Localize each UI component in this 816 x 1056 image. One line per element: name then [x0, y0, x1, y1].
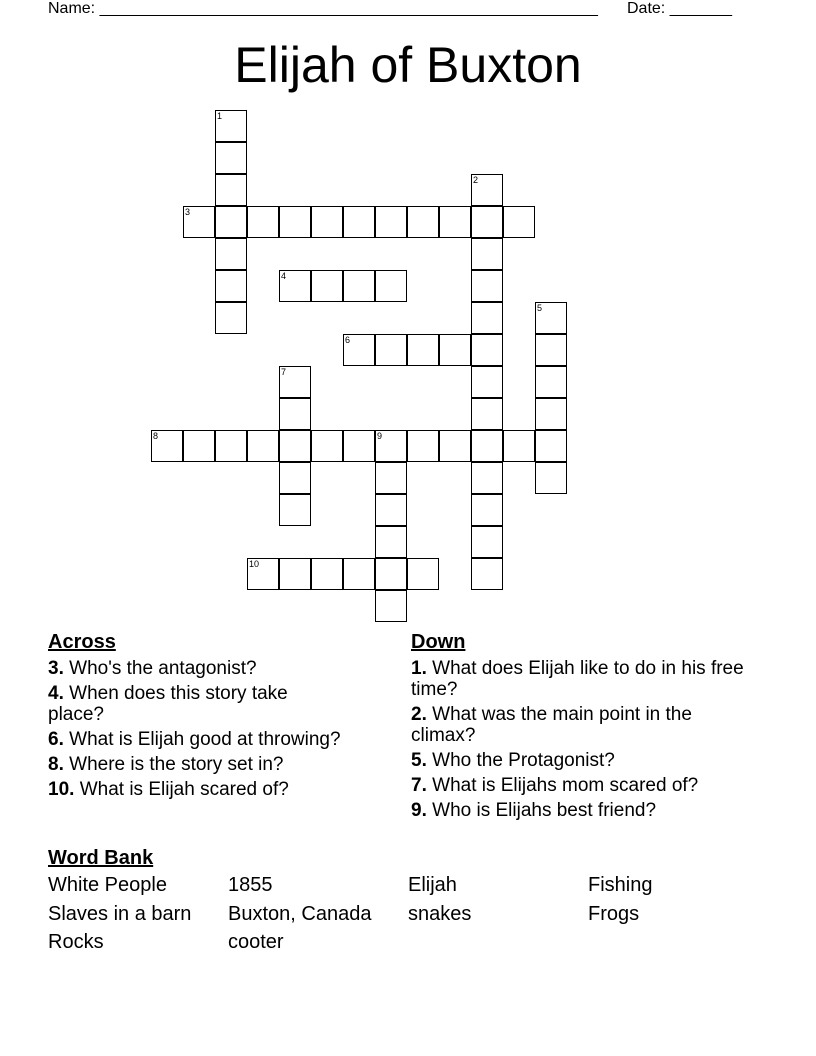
crossword-cell[interactable]	[215, 174, 247, 206]
word-bank-heading: Word Bank	[48, 847, 154, 869]
down-heading: Down	[411, 631, 466, 653]
crossword-cell[interactable]	[471, 174, 503, 206]
clue-number: 1.	[411, 658, 427, 679]
crossword-cell[interactable]	[375, 590, 407, 622]
crossword-cell[interactable]	[279, 366, 311, 398]
word-bank-item: cooter	[228, 931, 284, 953]
crossword-cell[interactable]	[375, 206, 407, 238]
crossword-cell[interactable]	[215, 302, 247, 334]
crossword-cell[interactable]	[471, 494, 503, 526]
crossword-cell[interactable]	[439, 206, 471, 238]
word-bank-item: Elijah	[408, 874, 457, 896]
clue-item	[48, 683, 348, 725]
crossword-cell[interactable]	[215, 430, 247, 462]
crossword-cell[interactable]	[535, 462, 567, 494]
crossword-cell[interactable]	[503, 430, 535, 462]
crossword-cell[interactable]	[247, 430, 279, 462]
crossword-cell[interactable]	[407, 206, 439, 238]
clue-text: What does Elijah like to do in his free time?	[411, 658, 744, 700]
crossword-cell[interactable]	[407, 558, 439, 590]
crossword-cell[interactable]	[471, 526, 503, 558]
word-bank-item: Rocks	[48, 931, 104, 953]
word-bank-item: Buxton, Canada	[228, 902, 372, 925]
clue-item	[411, 704, 751, 746]
cell-number: 9	[377, 431, 383, 441]
clue-number: 7.	[411, 775, 427, 796]
crossword-cell[interactable]	[247, 558, 279, 590]
cell-number: 7	[281, 367, 287, 377]
crossword-cell[interactable]	[215, 142, 247, 174]
clue-text: Who the Protagonist?	[426, 750, 615, 771]
crossword-cell[interactable]	[343, 270, 375, 302]
crossword-cell[interactable]	[183, 206, 215, 238]
word-bank-item: 1855	[228, 874, 273, 896]
cell-number: 2	[473, 175, 479, 185]
crossword-cell[interactable]	[279, 430, 311, 462]
clue-text: What is Elijah scared of?	[74, 779, 289, 800]
crossword-cell[interactable]	[471, 238, 503, 270]
word-bank-list	[48, 871, 768, 957]
crossword-cell[interactable]	[311, 206, 343, 238]
clue-text: What was the main point in the climax?	[411, 704, 692, 746]
crossword-cell[interactable]	[215, 110, 247, 142]
cell-number: 4	[281, 271, 287, 281]
crossword-cell[interactable]	[439, 334, 471, 366]
clue-number: 8.	[48, 754, 64, 775]
word-bank-item: Frogs	[588, 902, 640, 925]
cell-number: 10	[249, 559, 260, 569]
crossword-cell[interactable]	[215, 238, 247, 270]
clue-number: 4.	[48, 683, 64, 704]
clue-item	[48, 729, 348, 750]
clue-item	[411, 775, 751, 796]
crossword-cell[interactable]	[535, 366, 567, 398]
clue-text: What is Elijah good at throwing?	[63, 729, 341, 750]
cell-number: 6	[345, 335, 351, 345]
word-bank	[48, 846, 768, 957]
crossword-cell[interactable]	[183, 430, 215, 462]
crossword-cell[interactable]	[311, 430, 343, 462]
crossword-cell[interactable]	[311, 558, 343, 590]
down-clues	[411, 630, 751, 821]
crossword-cell[interactable]	[279, 494, 311, 526]
crossword-cell[interactable]	[375, 270, 407, 302]
across-heading: Across	[48, 631, 116, 653]
clue-item	[48, 658, 348, 679]
clue-number: 6.	[48, 729, 64, 750]
crossword-cell[interactable]	[471, 398, 503, 430]
word-bank-item: White People	[48, 874, 167, 896]
crossword-cell[interactable]	[279, 398, 311, 430]
crossword-cell[interactable]	[375, 462, 407, 494]
crossword-cell[interactable]	[471, 558, 503, 590]
crossword-cell[interactable]	[311, 270, 343, 302]
crossword-cell[interactable]	[279, 462, 311, 494]
crossword-cell[interactable]	[535, 398, 567, 430]
clue-item	[48, 779, 348, 800]
crossword-cell[interactable]	[375, 494, 407, 526]
clue-text: Who is Elijahs best friend?	[426, 800, 657, 821]
crossword-cell[interactable]	[407, 430, 439, 462]
crossword-cell[interactable]	[215, 270, 247, 302]
clue-text: Where is the story set in?	[63, 754, 284, 775]
crossword-cell[interactable]	[215, 206, 247, 238]
clue-number: 10.	[48, 779, 75, 800]
crossword-cell[interactable]	[471, 430, 503, 462]
crossword-cell[interactable]	[535, 334, 567, 366]
crossword-cell[interactable]	[247, 206, 279, 238]
clue-number: 5.	[411, 750, 427, 771]
crossword-cell[interactable]	[471, 270, 503, 302]
down-clue-list	[411, 658, 751, 821]
crossword-cell[interactable]	[535, 430, 567, 462]
word-bank-item: snakes	[408, 902, 472, 925]
clue-text: Who's the antagonist?	[63, 658, 257, 679]
crossword-cell[interactable]	[471, 334, 503, 366]
crossword-cell[interactable]	[503, 206, 535, 238]
crossword-cell[interactable]	[375, 558, 407, 590]
clue-item	[411, 658, 751, 700]
crossword-cell[interactable]	[279, 270, 311, 302]
clue-text: When does this story take place?	[48, 683, 288, 725]
crossword-cell[interactable]	[471, 462, 503, 494]
word-bank-item: Slaves in a barn	[48, 902, 192, 925]
name-field-label: Name: ________________________________________________________	[48, 0, 598, 17]
date-field-label: Date: _______	[627, 0, 732, 17]
crossword-cell[interactable]	[343, 206, 375, 238]
crossword-cell[interactable]	[407, 334, 439, 366]
crossword-cell[interactable]	[535, 302, 567, 334]
clue-item	[411, 800, 751, 821]
clue-number: 9.	[411, 800, 427, 821]
cell-number: 1	[217, 111, 223, 121]
cell-number: 3	[185, 207, 191, 217]
cell-number: 8	[153, 431, 159, 441]
crossword-cell[interactable]	[151, 430, 183, 462]
crossword-cell[interactable]	[343, 430, 375, 462]
crossword-cell[interactable]	[471, 206, 503, 238]
crossword-cell[interactable]	[343, 334, 375, 366]
crossword-cell[interactable]	[439, 430, 471, 462]
clue-item	[48, 754, 348, 775]
clue-item	[411, 750, 751, 771]
across-clue-list	[48, 658, 348, 800]
crossword-cell[interactable]	[279, 206, 311, 238]
clue-text: What is Elijahs mom scared of?	[426, 775, 699, 796]
crossword-cell[interactable]	[471, 366, 503, 398]
crossword-cell[interactable]	[375, 526, 407, 558]
clue-number: 2.	[411, 704, 427, 725]
page-title: Elijah of Buxton	[234, 37, 582, 93]
crossword-cell[interactable]	[375, 430, 407, 462]
cell-number: 5	[537, 303, 543, 313]
word-bank-item: Fishing	[588, 874, 653, 896]
crossword-cell[interactable]	[343, 558, 375, 590]
crossword-cell[interactable]	[375, 334, 407, 366]
across-clues	[48, 630, 348, 800]
crossword-cell[interactable]	[471, 302, 503, 334]
crossword-cell[interactable]	[279, 558, 311, 590]
clue-number: 3.	[48, 658, 64, 679]
